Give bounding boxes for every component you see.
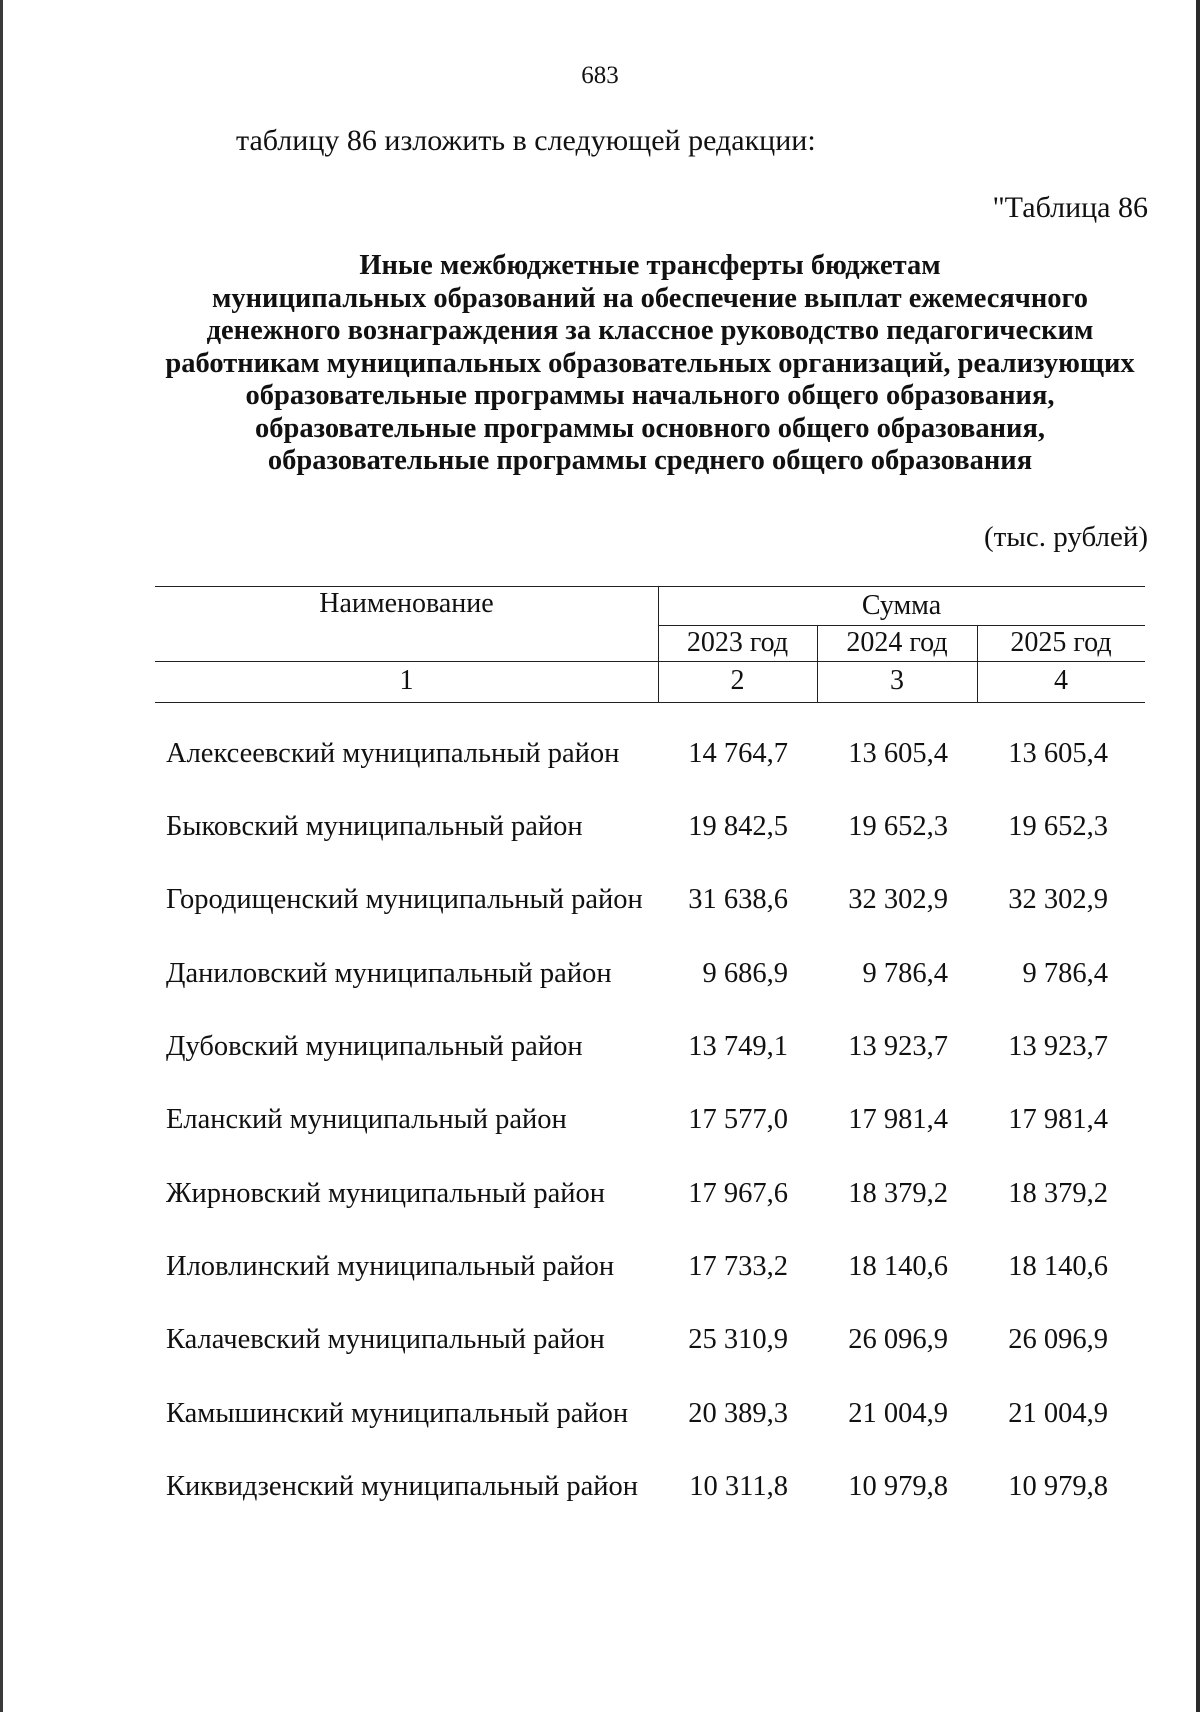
value-2023: 9 686,9 <box>702 958 788 989</box>
district-name: Жирновский муниципальный район <box>166 1178 606 1209</box>
title-line: работникам муниципальных образовательных организаций, реализующих <box>165 347 1135 379</box>
table-row <box>0 1471 1200 1511</box>
value-2023: 31 638,6 <box>688 884 788 915</box>
district-name: Камышинский муниципальный район <box>166 1398 629 1429</box>
column-number: 3 <box>890 665 904 696</box>
header-sum-rule <box>658 625 1145 626</box>
value-2024: 13 923,7 <box>848 1031 948 1062</box>
header-bottom-rule <box>155 702 1145 703</box>
header-top-rule <box>155 586 1145 587</box>
title-line: муниципальных образований на обеспечение выплат ежемесячного <box>211 282 1089 314</box>
value-2024: 18 140,6 <box>848 1251 948 1282</box>
table-row <box>0 958 1200 998</box>
table-row <box>0 1251 1200 1291</box>
value-2024: 13 605,4 <box>848 738 948 769</box>
district-name: Дубовский муниципальный район <box>166 1031 583 1062</box>
table-row <box>0 1178 1200 1218</box>
value-2023: 17 967,6 <box>688 1178 788 1209</box>
value-2024: 19 652,3 <box>848 811 948 842</box>
value-2023: 13 749,1 <box>688 1031 788 1062</box>
value-2025: 10 979,8 <box>1008 1471 1108 1502</box>
value-2024: 9 786,4 <box>862 958 948 989</box>
table-row <box>0 1324 1200 1364</box>
table-row <box>0 1031 1200 1071</box>
value-2023: 25 310,9 <box>688 1324 788 1355</box>
scan-edge-right <box>1196 0 1200 1712</box>
value-2024: 21 004,9 <box>848 1398 948 1429</box>
value-2025: 9 786,4 <box>1022 958 1108 989</box>
value-2023: 10 311,8 <box>689 1471 788 1502</box>
document-title <box>150 250 1150 478</box>
value-2025: 13 923,7 <box>1008 1031 1108 1062</box>
page-number: 683 <box>581 62 619 89</box>
header-year-2025: 2025 год <box>1010 627 1112 658</box>
units-label: (тыс. рублей) <box>984 521 1148 553</box>
title-line: образовательные программы основного общего образования, <box>254 412 1046 444</box>
district-name: Калачевский муниципальный район <box>166 1324 605 1355</box>
title-line: образовательные программы среднего общего образования <box>267 445 1033 476</box>
value-2025: 17 981,4 <box>1008 1104 1108 1135</box>
value-2025: 21 004,9 <box>1008 1398 1108 1429</box>
value-2024: 26 096,9 <box>848 1324 948 1355</box>
title-line: образовательные программы начального общего образования, <box>245 380 1055 411</box>
header-year-2024: 2024 год <box>846 627 948 658</box>
table-row <box>0 1398 1200 1438</box>
value-2025: 19 652,3 <box>1008 811 1108 842</box>
header-year-2023: 2023 год <box>686 627 789 658</box>
value-2024: 17 981,4 <box>848 1104 948 1135</box>
value-2023: 14 764,7 <box>688 738 788 769</box>
value-2023: 20 389,3 <box>688 1398 788 1429</box>
value-2025: 13 605,4 <box>1008 738 1108 769</box>
district-name: Быковский муниципальный район <box>166 811 583 842</box>
value-2023: 17 733,2 <box>688 1251 788 1282</box>
district-name: Еланский муниципальный район <box>166 1104 567 1135</box>
table-reference: "Таблица 86 <box>992 191 1148 224</box>
value-2023: 19 842,5 <box>688 811 788 842</box>
value-2025: 18 379,2 <box>1008 1178 1108 1209</box>
table-row <box>0 811 1200 851</box>
table-row <box>0 738 1200 778</box>
header-name-column: Наименование <box>319 588 494 619</box>
district-name: Иловлинский муниципальный район <box>166 1251 615 1282</box>
table-row <box>0 884 1200 924</box>
column-number: 1 <box>399 665 414 696</box>
district-name: Даниловский муниципальный район <box>166 958 612 989</box>
value-2024: 32 302,9 <box>848 884 948 915</box>
header-years-rule <box>155 661 1145 662</box>
title-line: Иные межбюджетные трансферты бюджетам <box>359 250 941 281</box>
value-2023: 17 577,0 <box>688 1104 788 1135</box>
scan-edge-left <box>0 0 3 1712</box>
district-name: Алексеевский муниципальный район <box>166 738 620 769</box>
column-number: 2 <box>730 665 745 696</box>
value-2025: 18 140,6 <box>1008 1251 1108 1282</box>
value-2024: 18 379,2 <box>848 1178 948 1209</box>
title-line: денежного вознаграждения за классное руководство педагогическим <box>206 315 1094 346</box>
header-sum-column: Сумма <box>861 590 942 621</box>
district-name: Киквидзенский муниципальный район <box>166 1471 639 1502</box>
value-2025: 26 096,9 <box>1008 1324 1108 1355</box>
column-number: 4 <box>1054 665 1068 696</box>
value-2025: 32 302,9 <box>1008 884 1108 915</box>
intro-text: таблицу 86 изложить в следующей редакции: <box>236 124 816 157</box>
district-name: Городищенский муниципальный район <box>166 884 643 915</box>
table-row <box>0 1104 1200 1144</box>
value-2024: 10 979,8 <box>848 1471 948 1502</box>
